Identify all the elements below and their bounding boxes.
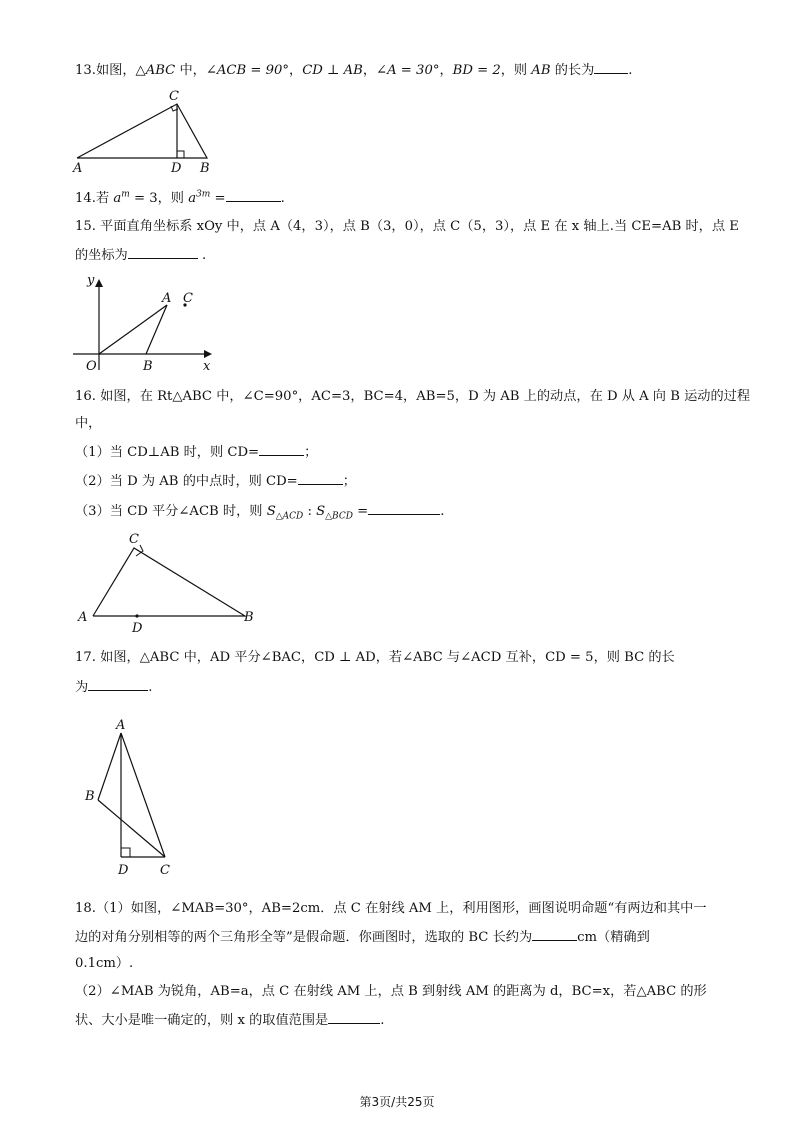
label-b: B [143,359,153,374]
q15-text-line2: 的坐标为 . [75,248,207,263]
label-d: D [118,863,129,878]
label-c: C [129,532,139,547]
q14-text: 14.若 $a^m = 3$，则 $a^{3m}$ = . [75,189,285,206]
label-a: A [116,718,126,733]
label-o: O [86,359,97,374]
label-c: C [169,89,179,104]
q16-part2: （2）当 D 为 AB 的中点时，则 CD= ； [75,474,356,489]
answer-blank [532,928,577,941]
label-a: A [162,291,172,306]
q16-part3: （3）当 CD 平分∠ACB 时，则 $S_{\triangle ACD}$ : $S_{\triangle BCD}$ = . [75,504,445,522]
label-a: A [78,610,88,625]
q18-text-line5: 状、大小是唯一确定的，则 x 的取值范围是 . [75,1013,385,1028]
q18-text-line3: 0.1cm）. [75,956,134,971]
q17-text-line1: 17. 如图，△ABC 中，AD 平分∠BAC，CD ⊥ AD，若∠ABC 与∠ACD 互补，CD = 5，则 BC 的长 [75,650,675,665]
label-c: C [183,291,193,306]
answer-blank [328,1011,380,1024]
q17-text-line2: 为 . [75,680,153,695]
q16-part1: （1）当 CD⊥AB 时，则 CD= ； [75,445,318,460]
label-d: D [132,621,143,636]
q18-text-line4: （2）∠MAB 为锐角，AB=a，点 C 在射线 AM 上，点 B 到射线 AM 的距离为 d，BC=x，若△ABC 的形 [75,984,707,999]
label-b: B [85,789,95,804]
q15-text-line1: 15. 平面直角坐标系 xOy 中，点 A（4，3），点 B（3，0），点 C（5，3），点 E 在 x 轴上.当 CE=AB 时，点 E [75,219,739,234]
label-c: C [160,863,170,878]
label-b: B [244,610,254,625]
q16-text-line2: 中， [75,416,102,431]
label-d: D [171,161,182,176]
page-footer: 第3页/共25页 [359,1095,435,1109]
q18-text-line1: 18.（1）如图，∠MAB=30°，AB=2cm．点 C 在射线 AM 上，利用图形，画图说明命题“有两边和其中一 [75,901,707,916]
q13-text: 13.如图，△ABC 中，∠ACB = 90°，CD ⊥ AB，∠A = 30°，BD = 2，则 AB 的长为 . [75,63,633,78]
label-a: A [73,161,83,176]
label-x-axis: x [203,359,211,374]
q18-text-line2: 边的对角分别相等的两个三角形全等”是假命题．你画图时，选取的 BC 长约为 cm（精确到 [75,930,650,945]
label-y-axis: y [87,273,95,288]
q16-text-line1: 16. 如图，在 Rt△ABC 中，∠C=90°，AC=3，BC=4，AB=5，D 为 AB 上的动点，在 D 从 A 向 B 运动的过程 [75,389,751,404]
label-b: B [200,161,210,176]
